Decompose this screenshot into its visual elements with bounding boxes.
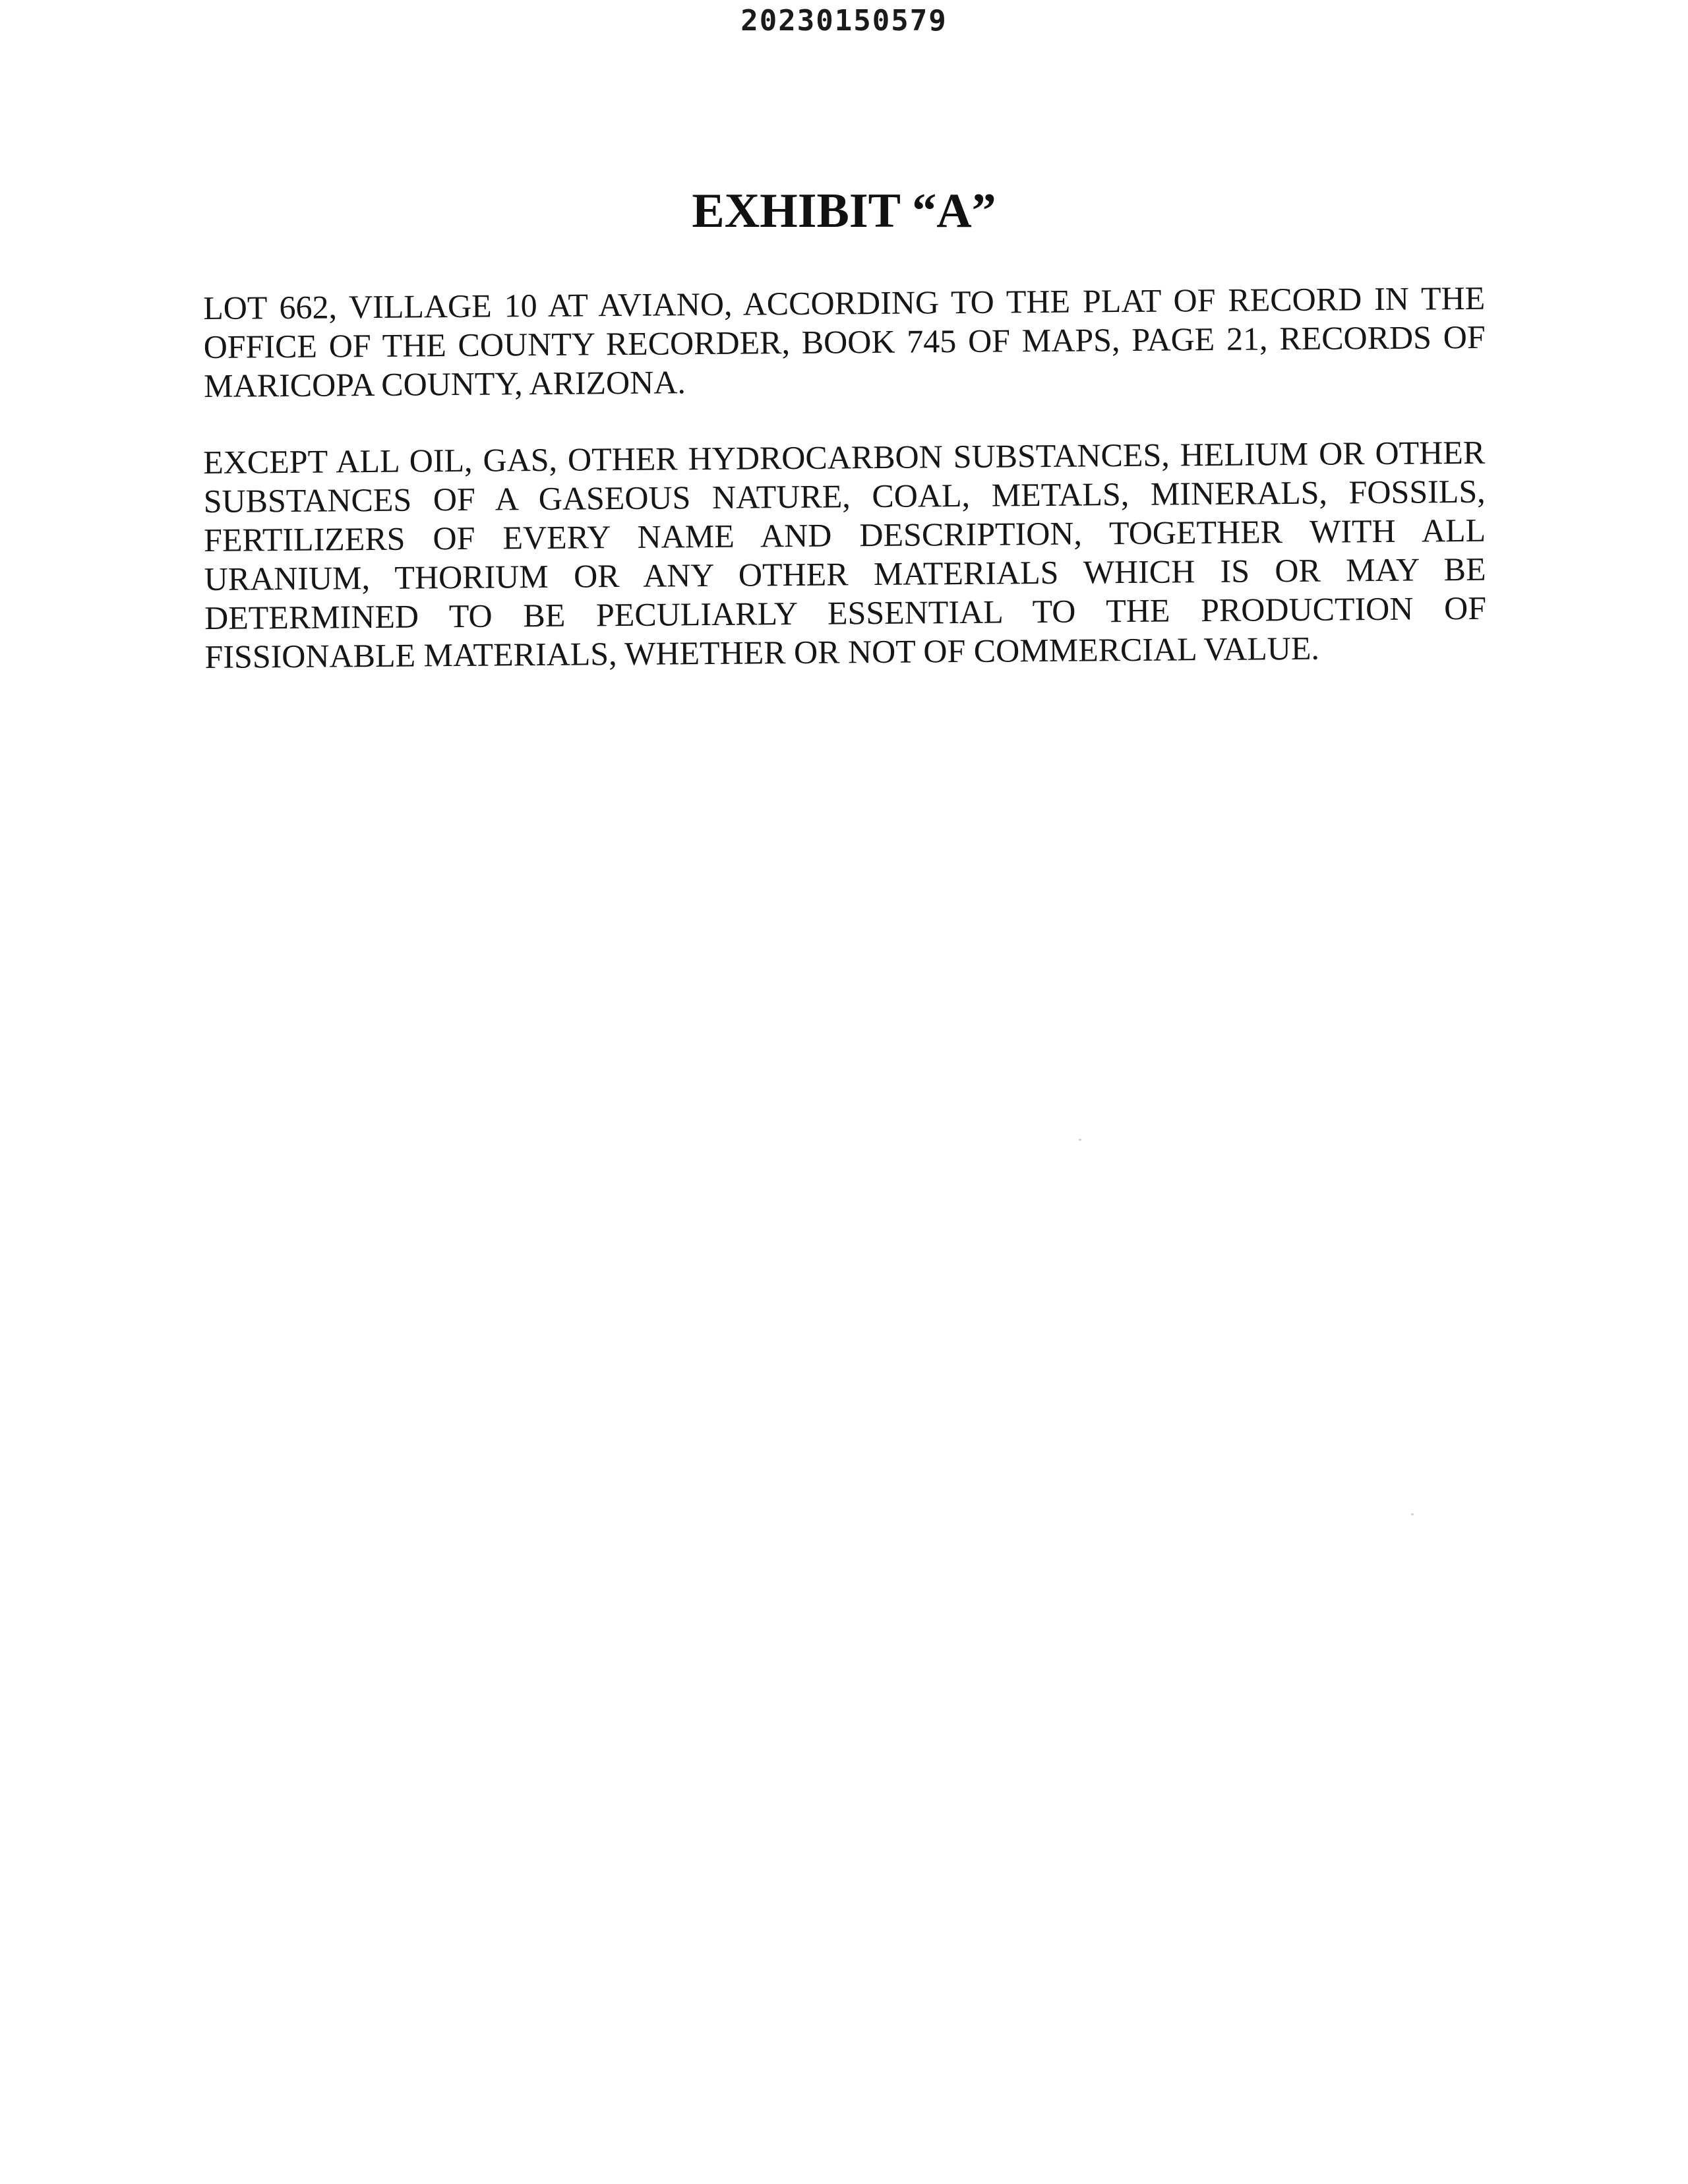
legal-description-paragraph: LOT 662, VILLAGE 10 AT AVIANO, ACCORDING TO THE PLAT OF RECORD IN THE OFFICE OF THE COUNTY RECORDER, BOOK 745 OF MAPS, PAGE 21, RECORDS OF MARICOPA COUNTY, ARIZONA.: [203, 279, 1486, 404]
scan-speck: [1411, 1513, 1414, 1515]
scan-speck: [1079, 1139, 1081, 1141]
recording-number: 20230150579: [740, 4, 948, 38]
mineral-exception-paragraph: EXCEPT ALL OIL, GAS, OTHER HYDROCARBON SUBSTANCES, HELIUM OR OTHER SUBSTANCES OF A GASEOUS NATURE, COAL, METALS, MINERALS, FOSSILS, FERTILIZERS OF EVERY NAME AND DESCRIPTION, TOGETHER WITH ALL URANIUM, THORIUM OR ANY OTHER MATERIALS WHICH IS OR MAY BE DETERMINED TO BE PECULIARLY ESSENTIAL TO THE PRODUCTION OF FISSIONABLE MATERIALS, WHETHER OR NOT OF COMMERCIAL VALUE.: [203, 433, 1487, 675]
exhibit-title: EXHIBIT “A”: [692, 184, 996, 238]
